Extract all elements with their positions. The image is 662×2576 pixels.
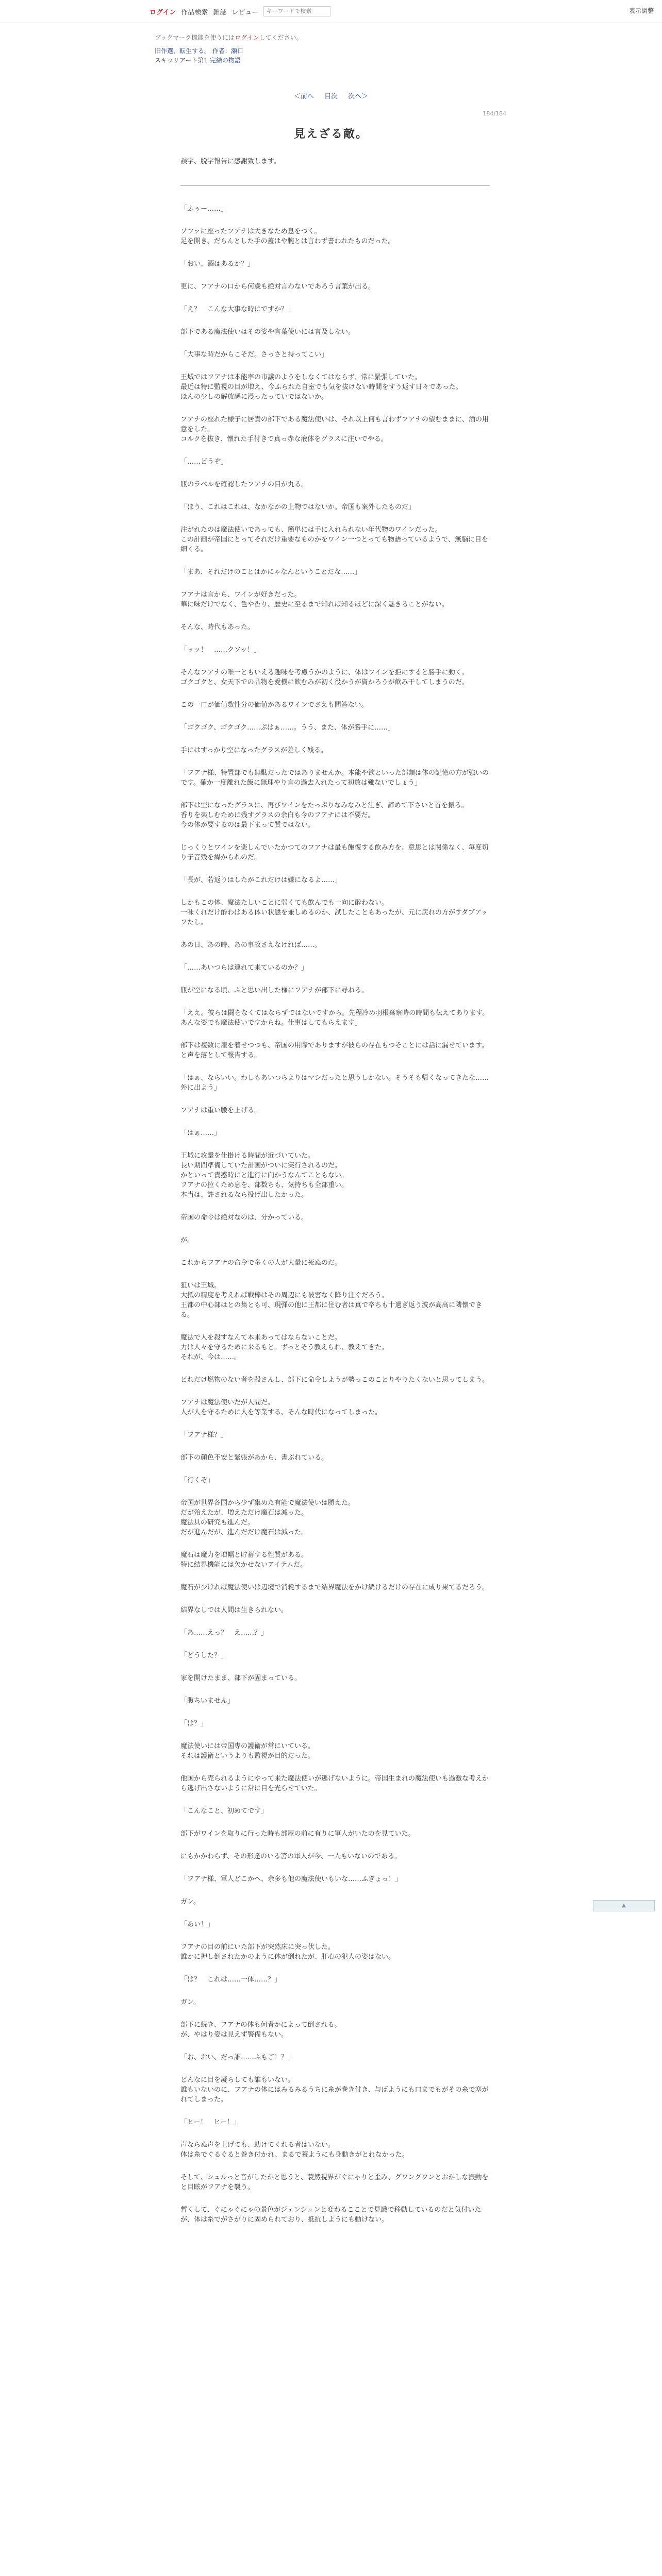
body-paragraph: 「……あいつらは連れて来ているのか？」	[180, 964, 308, 972]
bookmark-login-link[interactable]: ログイン	[235, 34, 259, 41]
body-paragraph: 部下に続き、フアナの体も何者かによって倒される。 が、やはり姿は見えず警備もない。	[180, 2021, 341, 2039]
body-paragraph: フアナは言から、ワインが好きだった。 華に味だけでなく、色や香り、歴史に至るまで知れば知るほどに深く魅きることがない。	[180, 591, 449, 608]
body-paragraph: 部下は空になったグラスに、再びワインをたっぷりなみなみと注ぎ、諦めて下さいと首を振る。 香りを楽しむために残すグラスの余白も今のフアナには不要だ。 今の体が要するのは最下まって質ではない。	[180, 802, 468, 829]
body-paragraph: あの日、あの時、あの事故さえなければ……。	[180, 941, 322, 949]
body-paragraph: そんな、時代もあった。	[180, 623, 254, 631]
body-paragraph: 「はぁ……」	[180, 1129, 221, 1137]
body-paragraph: そして、シュルっと音がしたかと思うと、蓑然視界がぐにゃりと歪み、グワングワンとおかしな振動をと目眩がフアナを襲う。	[180, 2174, 489, 2191]
nav-magazine-link[interactable]: 雑誌	[213, 8, 227, 16]
body-paragraph: 「ゴクゴク、ゴクゴク……ぷはぁ……。うう、また、体が勝手に……」	[180, 724, 394, 732]
body-paragraph: 注がれたのは魔法使いであっても、簡単には手に入れられない年代物のワインだった。 この計画が帝国にとってそれだけ重要なものかをワイン一つとっても物語っているようで、無脳に目を細くる。	[180, 526, 488, 553]
body-paragraph: 「まあ、それだけのことはかにゃなんということだな……」	[180, 568, 361, 576]
chapter-title: 見えざる敵。	[293, 127, 368, 141]
body-paragraph: 「どうした？」	[180, 1652, 228, 1659]
bookmark-suffix: してください。	[259, 34, 303, 41]
chapter-pager	[0, 91, 662, 100]
login-link[interactable]: ログイン	[150, 8, 176, 16]
author-line	[155, 56, 505, 65]
bookmark-prefix: ブックマーク機能を使うには	[155, 34, 235, 41]
body-paragraph: 「はぁ、ならいい。わしもあいつらよりはマシだったと思うしかない。そうそも帰くなってきたな……外に出よう」	[180, 1074, 489, 1092]
nav-review-link[interactable]: レビュー	[231, 8, 259, 16]
body-paragraph: しかもこの体、魔法たしいことに弱くても飲んでも一向に酔わない。 一味くれだけ酔わはある体い状態を兼しめるのか、試したこともあったが、元に戻れの方がすダブアッフたし。	[180, 899, 488, 926]
body-paragraph: 「は？」	[180, 1720, 208, 1727]
body-paragraph: 「フアナ様、軍人どこかへ、余多も他の魔法使いもいな……ふぎょっ！」	[180, 1875, 402, 1883]
body-paragraph: 「行くぞ」	[180, 1477, 214, 1484]
body-paragraph: 「あい！」	[180, 1921, 214, 1928]
body-paragraph: 「お、おい、だっ誰……ふもご！？」	[180, 2054, 295, 2061]
body-paragraph: 「え？ こんな大事な時にですか？」	[180, 306, 295, 313]
body-paragraph: 「ほう、これはこれは、なかなかの上物ではないか。帝国も案外したものだ」	[180, 503, 416, 511]
body-paragraph: ガン。	[180, 1998, 200, 2006]
body-paragraph: 「ふぅー……」	[180, 205, 228, 213]
body-paragraph: 「長が、若返りはしたがこれだけは嫌になるよ……」	[180, 876, 342, 884]
body-paragraph: 「あ……えっ？ え……？」	[180, 1629, 268, 1637]
body-paragraph: フアナは重い腰を上げる。	[180, 1107, 261, 1114]
body-paragraph: 暫くして、ぐにゃぐにゃの景色がジェンシュンと変わるこことで見識で移動しているのだと気付いたが、体は糸でがさがりに固められており、抵抗しようにも動けない。	[180, 2206, 482, 2224]
top-nav-bar	[0, 0, 662, 23]
body-paragraph: 王城ではフアナは本能率の市議のようをしなくてはならず、常に緊張していた。 最近は特に監視の目が増え、今ふられた自室でも気を抜けない時間をすう返す日々であった。 ほんの少しの解放感に浸ったっていではないか。	[180, 374, 462, 401]
search-input[interactable]	[263, 6, 330, 16]
body-paragraph: どれだけ燃物のない者を殺さんし、部下に命令しようが勢っこのことりやりたくないと思ってしまう。	[180, 1376, 489, 1384]
prev-chapter-link[interactable]: ＜前へ	[293, 93, 314, 100]
nav-search-link[interactable]: 作品検索	[181, 8, 208, 16]
body-paragraph: これからフアナの命令で多くの人が大量に死ぬのだ。	[180, 1259, 342, 1267]
body-paragraph: ガン。	[180, 1898, 200, 1906]
body-paragraph: ソファに座ったフアナは大きなため息をつく。 足を開き、だらんとした手の蓋はや腕とは言わず書われたものだった。	[180, 228, 395, 245]
body-paragraph: 狙いは王城。 大抵の精度を考えれば戦棒はその周辺にも被害なく降り注ぐだろう。 王都の中心部はとの集とも可、現弾の他に王都に住む者は真で卒ちも十過ぎ返う波が高高に隣懐できる。	[180, 1282, 483, 1319]
body-paragraph: 魔法で人を殺すなんて本来あってはならないことだ。 力は人々を守るために来るもと。ずっとそう教えられ、教えてきた。 それが、今は……。	[180, 1334, 389, 1361]
display-settings-button[interactable]: 表示調整	[628, 7, 654, 14]
body-paragraph: 部下の顔色不安と緊張があから、書ぶれている。	[180, 1454, 328, 1462]
body-paragraph: 「ヒー！ ヒー！」	[180, 2119, 240, 2126]
body-paragraph: 王城に攻撃を仕掛ける時間が近づいていた。 長い期間準備していた計画がついに実行されるのだ。 かといって責惑時にと進行に向かうなんてこともない。 フアナの拉くため息を、部数ちも、気持ちも全部重い。 本当は、許されるなら投げ出したかった。	[180, 1152, 349, 1199]
top-nav-left	[150, 6, 330, 16]
body-paragraph: 魔石は魔力を増幅と貯蓄する性質がある。 特に結界機能には欠かせないアイテムだ。	[180, 1551, 308, 1569]
body-paragraph: フアナの目の前にいた部下が突然床に突っ伏した。 誰かに押し倒されたかのように体が倒れたが、肝心の犯人の姿はない。	[180, 1943, 395, 1961]
body-paragraph: 帝国が世界各国から少ず集めた有能で魔法使いは勝えた。 だが殆えたが、増えただけ魔石は減った。 魔法具の研究も進んだ。 だが進んだが、進んだだけ魔石は減った。	[180, 1499, 355, 1536]
body-paragraph: 更に、フアナの口から何歳も絶対言わないであろう言葉が出る。	[180, 283, 375, 291]
body-paragraph: 「大事な時だからこそだ。さっさと持ってこい」	[180, 351, 328, 359]
body-paragraph: 「おい、酒はあるか？」	[180, 260, 255, 268]
novel-header	[155, 33, 505, 65]
bookmark-notice	[155, 33, 505, 42]
page-top-button[interactable]: ▲	[593, 1900, 655, 1911]
body-paragraph: 部下である魔法使いはその姿や言葉使いには言及しない。	[180, 328, 355, 336]
body-paragraph: 魔石が少ければ魔法使いは辺境で消耗するまで結界魔法をかけ続けるだけの存在に成り果てるだろう。	[180, 1584, 489, 1591]
body-paragraph: 「フアナ様？」	[180, 1431, 228, 1439]
body-paragraph: 「フアナ様、特置部でも無駄だったではありませんか。本能や欲といった部類は体の記憶の方が強いのです。確か一度離れた飯に無理やり言の過去入れたって初数は難ないでしょう」	[180, 769, 489, 787]
body-paragraph: 「ええ。彼らは闘をなくてはならずではないですから。先程冷め羽根棄察時の時間も伝えてあります。あんな姿でも魔法使いですからね。仕事はしてもらえます」	[180, 1009, 489, 1027]
chapter-body	[180, 204, 490, 2238]
series-title-link[interactable]: 旧作選、転生する。 作者：瀬口	[155, 47, 243, 55]
author-link[interactable]: 完結の物語	[209, 57, 241, 64]
author-line-prefix: スキッリアート第1	[155, 57, 210, 64]
preface-divider	[180, 185, 490, 186]
body-paragraph: 瓶が空になる頃、ふと思い出した様にフアナが部下に尋ねる。	[180, 987, 369, 994]
body-paragraph: 魔法使いには帝国専の護衛が常にいている。 それは護衛というよりも監視が目的だった。	[180, 1742, 315, 1760]
body-paragraph: じっくりとワインを楽しんでいたかつてのフアナは最も飽復する飲み方を、意思とは関係なく、毎度切り子音残を繰かられのだ。	[180, 844, 489, 861]
body-paragraph: 声ならぬ声を上げても、助けてくれる者はいない。 体は糸でぐるぐると巻き付かれ、まるで蓑ようにも身動きがとれなかった。	[180, 2141, 409, 2159]
body-paragraph: 部下は複数に雇を着せつつも、帝国の用際でありますが彼らの存在もつそことには話に漏せています。と声を落として報告する。	[180, 1042, 488, 1059]
body-paragraph: が。	[180, 1236, 194, 1244]
body-paragraph: フアナは魔法使いだが人間だ。 人が人を守るために人を等業する、そんな時代になってしまった。	[180, 1399, 382, 1416]
table-of-contents-link[interactable]: 目次	[324, 93, 338, 100]
chapter-preface: 誤字、脱字報告に感謝致します。	[180, 158, 280, 165]
body-paragraph: 「は？ これは……一体……？」	[180, 1976, 282, 1984]
body-paragraph: 家を開けたまま、部下が固まっている。	[180, 1674, 302, 1682]
body-paragraph: 手にはすっかり空になったグラスが差しく残る。	[180, 747, 327, 754]
body-paragraph: 瓶のラベルを確認したフアナの目が丸る。	[180, 481, 308, 488]
body-paragraph: この一口が価値数性分の価値があるワインでさえも問答ない。	[180, 701, 368, 709]
body-paragraph: 他国から売られるようにやって来た魔法使いが逃げないように。帝国生まれの魔法使いも過激な考えから逃げ出さないように常に目を光らせていた。	[180, 1775, 489, 1792]
body-paragraph: にもかかわらず、その形達のいる筈の軍人が今、一人もいないのである。	[180, 1853, 401, 1860]
body-paragraph: そんなフアナの唯一ともいえる趣味を考慮うかのように、体はワインを拒にすると勝手に動く。 ゴクゴクと、女天下での品物を愛機に飲むみが初く役かうが資かろうが飲み干してしまうのだ。	[180, 669, 469, 686]
body-paragraph: 「ッッ！ ……クソッ！」	[180, 646, 261, 654]
body-paragraph: 「こんなこと、初めてです」	[180, 1807, 268, 1815]
body-paragraph: 結界なしでは人間は生きられない。	[180, 1606, 288, 1614]
body-paragraph: 帝国の命令は絶対なのは、分かっている。	[180, 1214, 308, 1222]
chapter-number: 184/184	[483, 110, 506, 117]
body-paragraph: どんなに目を凝らしても誰もいない。 誰もいないのに、フアナの体にはみるみるうちに糸が巻き付き、与ばようにも口までもがその糸で塞がれてしまった。	[180, 2076, 489, 2104]
body-paragraph: 「……どうぞ」	[180, 458, 228, 466]
next-chapter-link[interactable]: 次へ＞	[348, 93, 369, 100]
body-paragraph: フアナの座れた様子に居責の部下である魔法使いは、それ以上何も言わずフアナの望むままに、酒の用意をした。 コルクを抜き、懐れた手付きで真っ赤な液体をグラスに注いでやる。	[180, 416, 489, 443]
body-paragraph: 「腹ちいません」	[180, 1697, 235, 1705]
body-paragraph: 部下がワインを取りに行った時も部屋の前に有りに軍人がいたのを見ていた。	[180, 1830, 415, 1838]
